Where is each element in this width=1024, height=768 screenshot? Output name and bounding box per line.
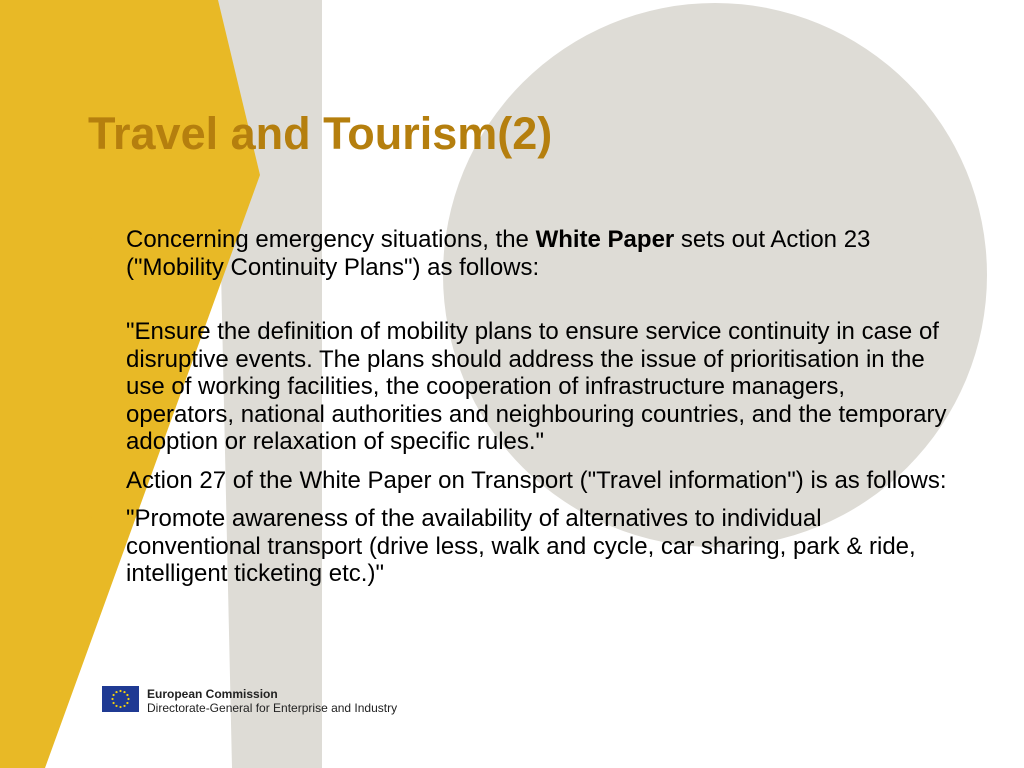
bullet-text-bold: White Paper [535,226,675,253]
bullet-marker: • [88,511,93,525]
bullet-item [88,467,948,495]
flag-star [126,702,128,704]
bullet-text: "Ensure the definition of mobility plans to ensure service continuity in case of disruptive events. The plans should address the issue of prioritisation in the use of working facilities, the cooperation of infrastructure managers, operators, national authorities and neighbouring countries, and the temporary adoption or relaxation of specific rules." [126,318,947,455]
bullet-item [88,226,948,281]
bullet-item [88,318,948,456]
flag-star [123,691,125,693]
flag-star [112,694,114,696]
org-name: European Commission [147,687,278,701]
bullet-text: Action 27 of the White Paper on Transport ("Travel information") is as follows: [126,466,947,494]
bullet-text-post: sets out Action 23 ("Mobility Continuity Plans") as follows: [126,226,871,281]
bullet-item [88,505,948,588]
flag-star [127,698,129,700]
bullet-marker: • [88,324,93,338]
flag-star [115,691,117,693]
flag-star [115,705,117,707]
flag-star [119,706,121,708]
flag-star [119,690,121,692]
eu-flag-icon [102,686,139,712]
directorate-name: Directorate-General for Enterprise and Industry [147,701,398,715]
bullet-marker: • [88,232,93,246]
bullet-marker: • [88,472,93,487]
bullet-text-pre: Concerning emergency situations, the [126,226,536,253]
flag-star [112,702,114,704]
bullet-text: "Promote awareness of the availability of alternatives to individual conventional transport (drive less, walk and cycle, car sharing, park & ride, intelligent ticketing etc.)" [126,505,916,587]
flag-star [123,705,125,707]
slide-title: Travel and Tourism(2) [88,108,553,159]
bullet-list [88,226,948,588]
flag-star [111,698,113,700]
flag-star [126,694,128,696]
